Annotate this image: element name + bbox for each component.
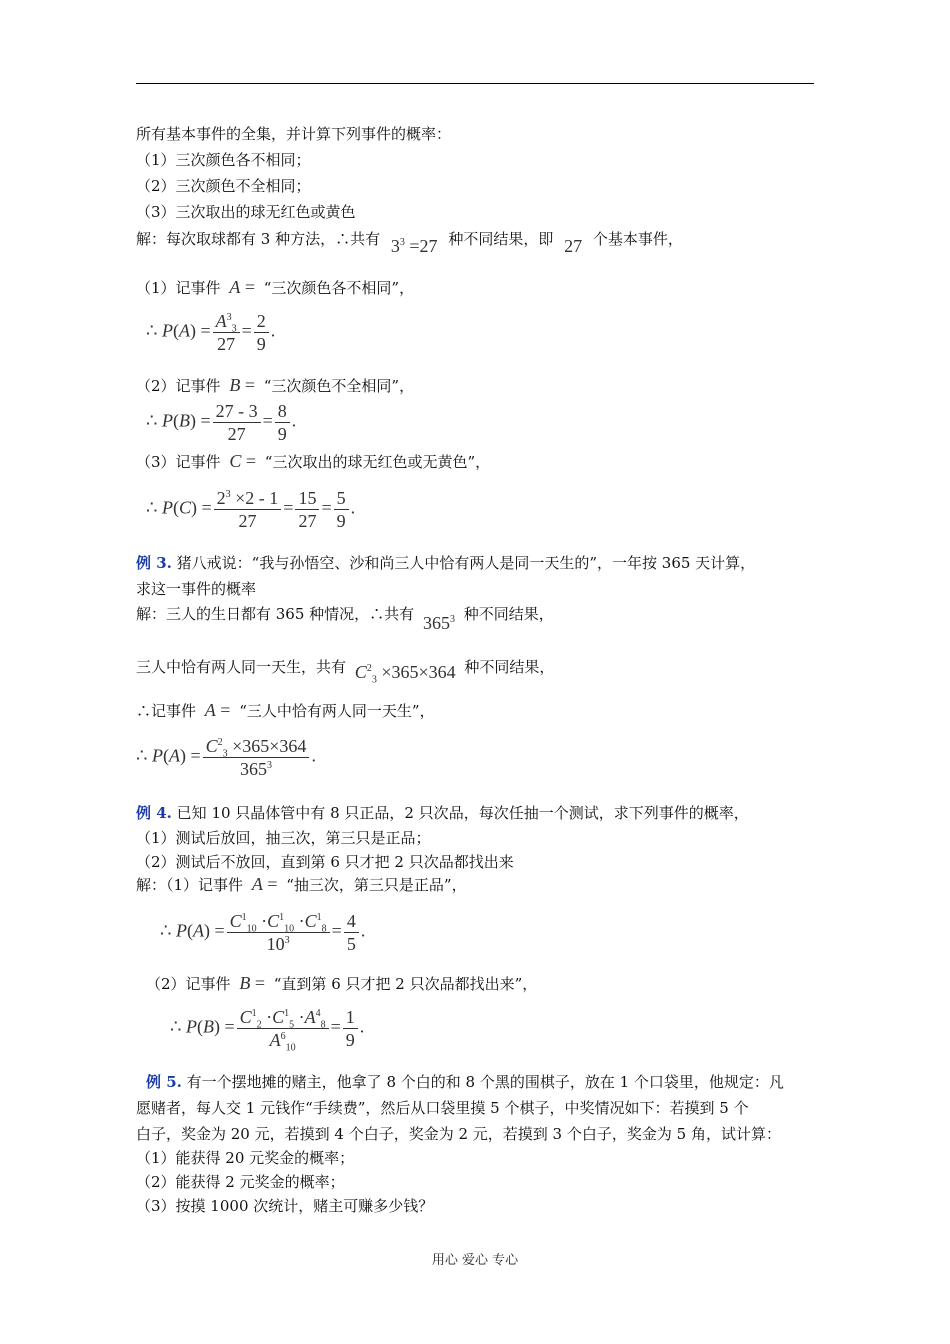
formula-PB: ∴ P(B) = $\frac{27 - 3}{27}$ = $\frac{8}{9}$ .	[146, 401, 297, 444]
text-line: （1）记事件 A = “三次颜色各不相同”，	[136, 277, 415, 297]
formula-PB-ex4: ∴ P(B) = $\frac{C^1_2 \cdot C^1_5 \cdot A^4_8}{A^6_{10}}$ = $\frac{1}{9}$ .	[170, 1007, 365, 1054]
header-rule	[136, 83, 814, 84]
text-line: （1）三次颜色各不相同；	[136, 151, 311, 169]
formula-PA-ex4: ∴ P(A) = $\frac{C^1_{10} \cdot C^1_{10} \cdot C^1_8}{10^3}$ = $\frac{4}{5}$ .	[160, 911, 366, 954]
text-line: 愿赌者，每人交 1 元钱作“手续费”，然后从口袋里摸 5 个棋子，中奖情况如下：若摸到 5 个	[136, 1099, 749, 1117]
example-3-line: 例 3. 猪八戒说：“我与孙悟空、沙和尚三人中恰有两人是同一天生的”，一年按 365 天计算，	[136, 554, 756, 572]
page-footer: 用心 爱心 专心	[431, 1253, 519, 1268]
text-line: （3）记事件 C = “三次取出的球无红色或无黄色”，	[136, 451, 491, 471]
text-line: ∴记事件 A = “三人中恰有两人同一天生”，	[136, 700, 435, 720]
text-line: 所有基本事件的全集，并计算下列事件的概率：	[136, 125, 452, 143]
formula: C =	[229, 451, 256, 471]
formula-PC: ∴ P(C) = $\frac{2^3 \times 2 - 1}{27}$ = $\frac{15}{27}$ = $\frac{5}{9}$ .	[146, 488, 356, 531]
text-line: （2）能获得 2 元奖金的概率；	[136, 1173, 345, 1191]
text-line: 求这一事件的概率	[136, 580, 257, 598]
example-label: 例 5.	[146, 1073, 182, 1091]
text-line: （1）测试后放回，抽三次，第三只是正品；	[136, 829, 431, 847]
example-5-line: 例 5. 有一个摆地摊的赌主，他拿了 8 个白的和 8 个黑的围棋子，放在 1 个口袋里，他规定：凡	[146, 1073, 784, 1091]
text-line: （3）三次取出的球无红色或黄色	[136, 203, 356, 221]
text-line: （2）记事件 B = “直到第 6 只才把 2 只次品都找出来”，	[146, 973, 538, 993]
formula: B =	[239, 973, 265, 993]
formula: $365^3$	[422, 613, 455, 633]
formula: A =	[251, 874, 278, 894]
text-line: （2）记事件 B = “三次颜色不全相同”，	[136, 375, 415, 395]
text-line: （2）三次颜色不全相同；	[136, 177, 311, 195]
text-line: （3）按摸 1000 次统计，赌主可赚多少钱？	[136, 1197, 434, 1215]
text-line: 白子，奖金为 20 元，若摸到 4 个白子，奖金为 2 元，若摸到 3 个白子，奖金为 5 角，试计算：	[136, 1125, 781, 1143]
text-line: 解：（1）记事件 A = “抽三次，第三只是正品”，	[136, 874, 467, 894]
formula: A =	[204, 700, 231, 720]
formula-PA: ∴ P(A) = $\frac{A^3_3}{27}$ = $\frac{2}{9}$ .	[146, 311, 276, 354]
example-label: 例 3.	[136, 554, 172, 572]
formula: B =	[229, 375, 255, 395]
example-4-line: 例 4. 已知 10 只晶体管中有 8 只正品，2 只次品，每次任抽一个测试，求下列事件的概率，	[136, 804, 749, 822]
formula: 27	[564, 236, 583, 256]
example-label: 例 4.	[136, 804, 172, 822]
text-line: 解：三人的生日都有 365 种情况，∴共有 $365^3$ 种不同结果，	[136, 605, 554, 633]
text-line: （2）测试后不放回，直到第 6 只才把 2 只次品都找出来	[136, 853, 514, 871]
text-line: （1）能获得 20 元奖金的概率；	[136, 1149, 355, 1167]
formula: $3^3 =27$	[390, 236, 438, 256]
formula: A =	[229, 277, 255, 297]
formula: $C^2_3 \times 365\times 364$	[354, 662, 456, 686]
solution-line: 解：每次取球都有 3 种方法，∴共有 $3^3 =27$ 种不同结果，即 27 个基本事件，	[136, 230, 683, 256]
text-line: 三人中恰有两人同一天生，共有 $C^2_3 \times 365\times 364$ 种不同结果，	[136, 658, 555, 686]
formula-PA-ex3: ∴ P(A) = $\frac{C^2_3 \times 365\times 364}{365^3}$ .	[136, 736, 316, 779]
